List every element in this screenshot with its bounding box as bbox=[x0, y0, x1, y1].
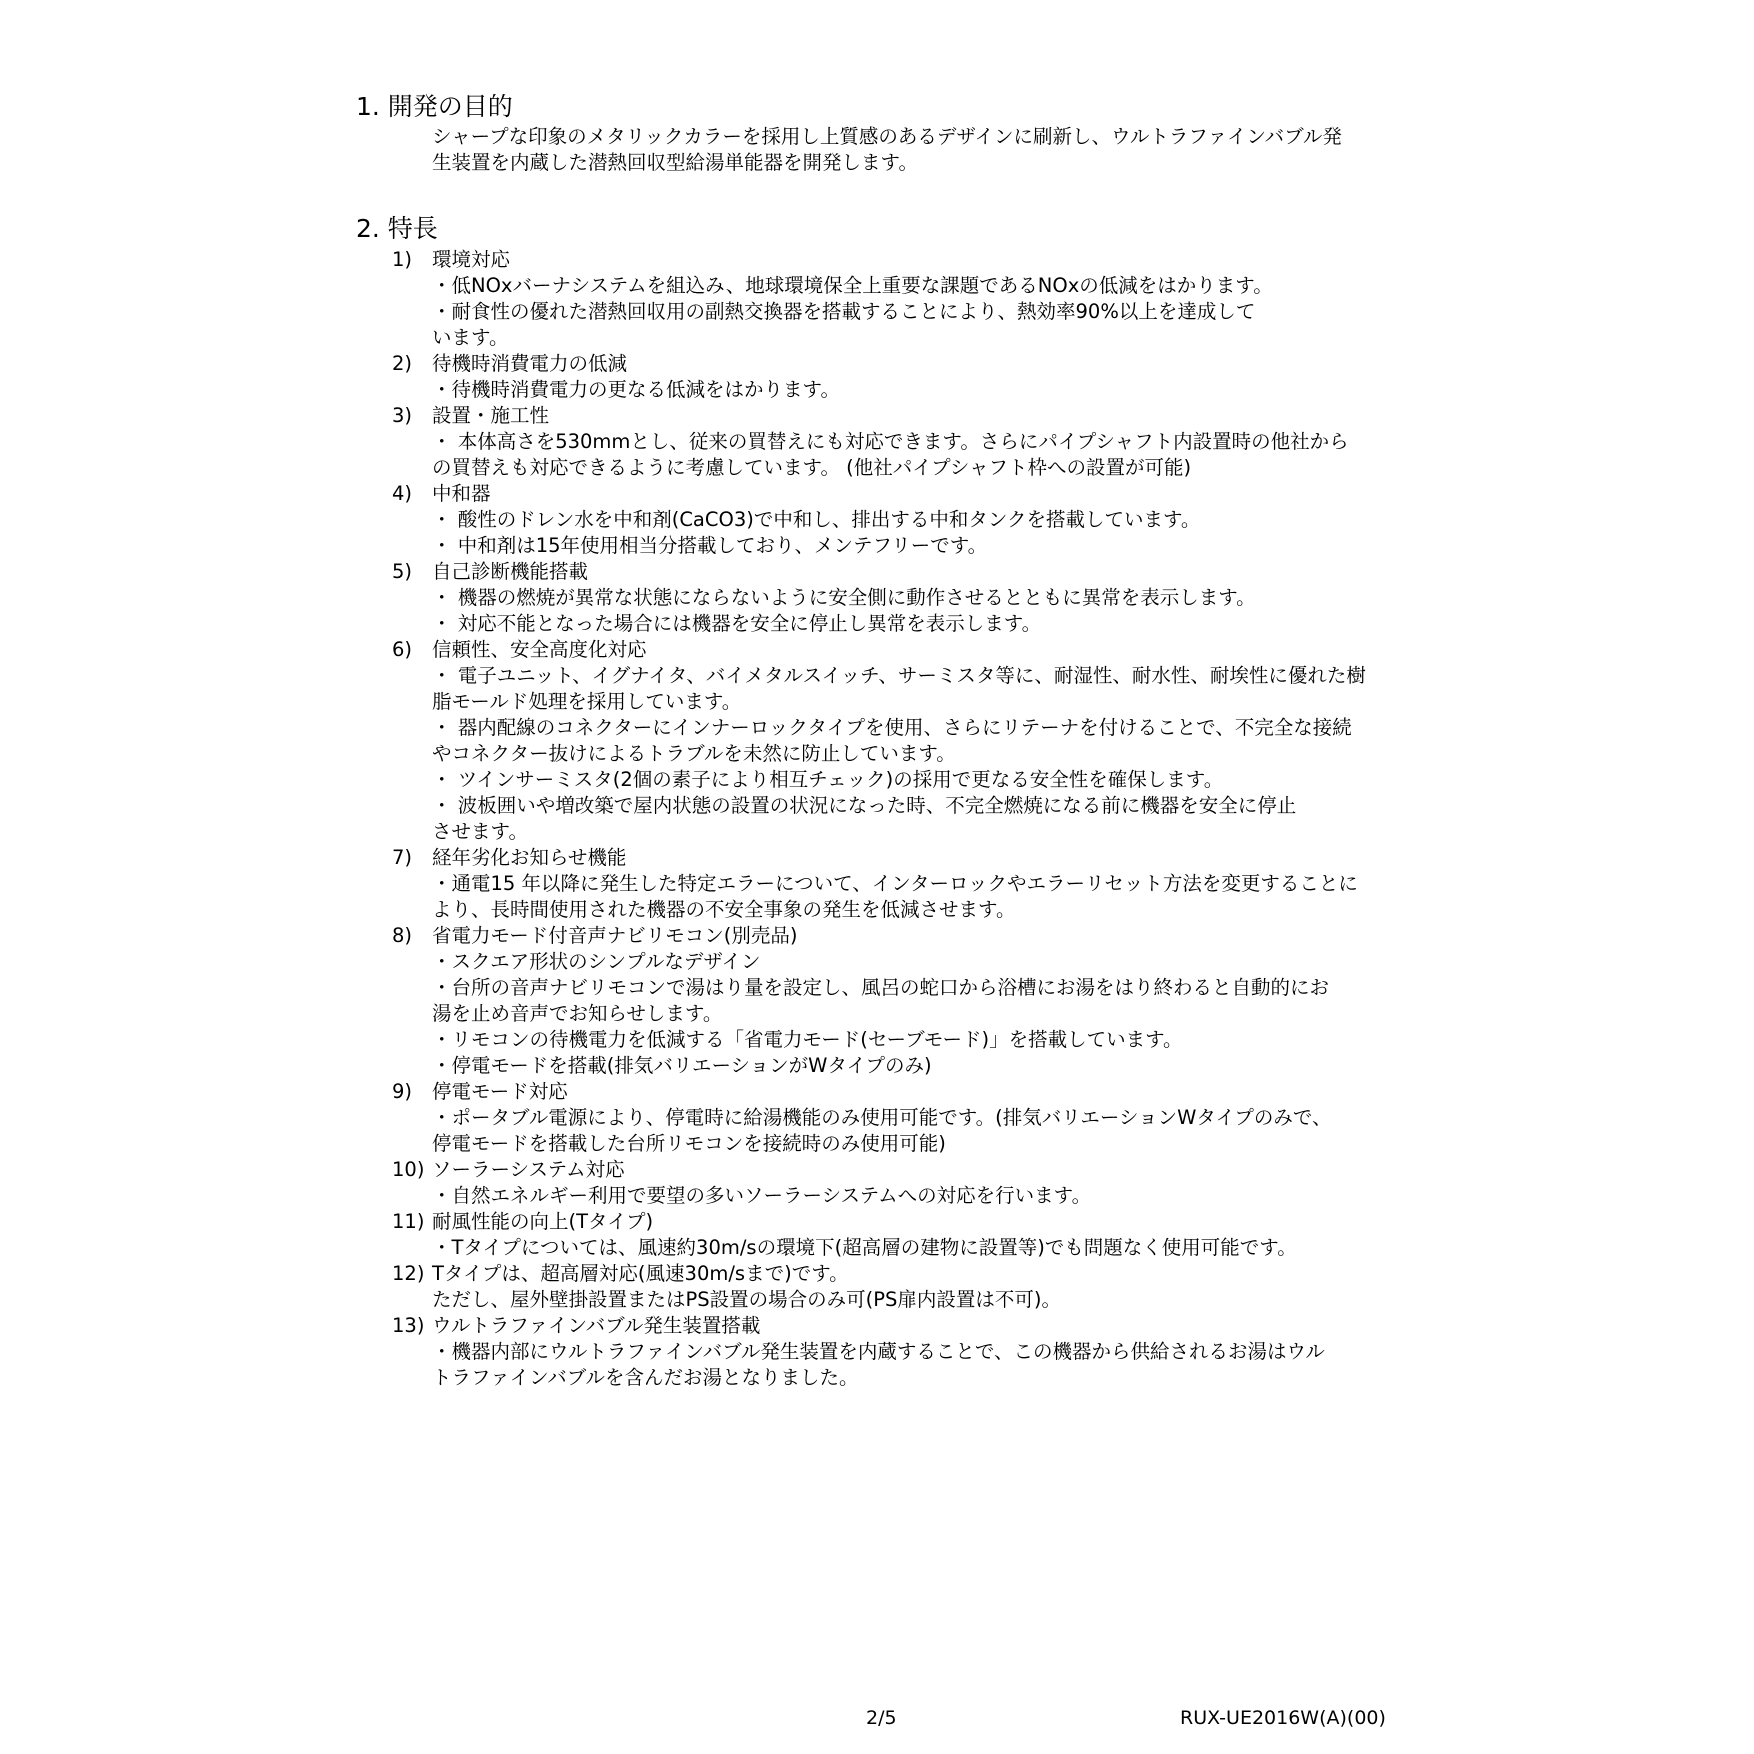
item-line: ・ 機器の燃焼が異常な状態にならないように安全側に動作させるとともに異常を表示します。 bbox=[432, 586, 1256, 609]
section-1-line: 生装置を内蔵した潜熱回収型給湯単能器を開発します。 bbox=[432, 151, 918, 174]
item-number: 11) bbox=[392, 1210, 425, 1233]
section-1-heading: 1. 開発の目的 bbox=[356, 92, 513, 121]
item-line: います。 bbox=[432, 326, 509, 349]
item-line: ・ 中和剤は15年使用相当分搭載しており、メンテフリーです。 bbox=[432, 534, 988, 557]
item-line: の買替えも対応できるように考慮しています。 (他社パイプシャフト枠への設置が可能) bbox=[432, 456, 1192, 479]
item-number: 3) bbox=[392, 404, 413, 427]
item-title: 省電力モード付音声ナビリモコン(別売品) bbox=[432, 924, 798, 947]
item-line: ・スクエア形状のシンプルなデザイン bbox=[432, 950, 761, 973]
item-title: ウルトラファインバブル発生装置搭載 bbox=[432, 1314, 761, 1337]
item-line: ・ 電子ユニット、イグナイタ、バイメタルスイッチ、サーミスタ等に、耐湿性、耐水性、耐埃性に優れた樹 bbox=[432, 664, 1366, 687]
item-title: 停電モード対応 bbox=[432, 1080, 568, 1103]
item-title: 経年劣化お知らせ機能 bbox=[432, 846, 627, 869]
item-line: ・耐食性の優れた潜熱回収用の副熱交換器を搭載することにより、熱効率90%以上を達成して bbox=[432, 300, 1256, 323]
item-line: ただし、屋外壁掛設置またはPS設置の場合のみ可(PS扉内設置は不可)。 bbox=[432, 1288, 1061, 1311]
item-title: 待機時消費電力の低減 bbox=[432, 352, 628, 375]
item-title: 設置・施工性 bbox=[432, 404, 550, 427]
item-line: 脂モールド処理を採用しています。 bbox=[432, 690, 742, 713]
item-number: 9) bbox=[392, 1080, 413, 1103]
item-title: ソーラーシステム対応 bbox=[432, 1158, 625, 1181]
item-number: 5) bbox=[392, 560, 413, 583]
section-2-heading: 2. 特長 bbox=[356, 214, 438, 243]
item-title: 耐風性能の向上(Tタイプ) bbox=[432, 1210, 654, 1233]
item-title: Tタイプは、超高層対応(風速30m/sまで)です。 bbox=[432, 1262, 849, 1285]
item-line: ・リモコンの待機電力を低減する「省電力モード(セーブモード)」を搭載しています。 bbox=[432, 1028, 1183, 1051]
item-line: ・ 本体高さを530mmとし、従来の買替えにも対応できます。さらにパイプシャフト内設置時の他社から bbox=[432, 430, 1349, 453]
item-line: ・機器内部にウルトラファインバブル発生装置を内蔵することで、この機器から供給されるお湯はウル bbox=[432, 1340, 1325, 1363]
section-1-line: シャープな印象のメタリックカラーを採用し上質感のあるデザインに刷新し、ウルトラファインバブル発 bbox=[432, 125, 1342, 148]
item-title: 環境対応 bbox=[432, 248, 511, 271]
item-line: ・ 器内配線のコネクターにインナーロックタイプを使用、さらにリテーナを付けることで、不完全な接続 bbox=[432, 716, 1352, 739]
item-line: やコネクター抜けによるトラブルを未然に防止しています。 bbox=[432, 742, 956, 765]
item-number: 13) bbox=[392, 1314, 425, 1337]
item-line: させます。 bbox=[432, 820, 528, 843]
item-number: 7) bbox=[392, 846, 413, 869]
item-line: ・ 波板囲いや増改築で屋内状態の設置の状況になった時、不完全燃焼になる前に機器を安全に停止 bbox=[432, 794, 1297, 817]
item-line: ・ ツインサーミスタ(2個の素子により相互チェック)の採用で更なる安全性を確保します。 bbox=[432, 768, 1224, 791]
item-line: ・停電モードを搭載(排気バリエーションがWタイプのみ) bbox=[432, 1054, 932, 1077]
item-number: 10) bbox=[392, 1158, 425, 1181]
item-line: ・低NOxバーナシステムを組込み、地球環境保全上重要な課題であるNOxの低減をはかります。 bbox=[432, 274, 1273, 297]
document-id: RUX-UE2016W(A)(00) bbox=[1180, 1707, 1386, 1729]
item-line: 湯を止め音声でお知らせします。 bbox=[432, 1002, 723, 1025]
item-line: ・自然エネルギー利用で要望の多いソーラーシステムへの対応を行います。 bbox=[432, 1184, 1092, 1207]
item-line: トラファインバブルを含んだお湯となりました。 bbox=[432, 1366, 859, 1389]
item-number: 12) bbox=[392, 1262, 425, 1285]
item-line: ・ 対応不能となった場合には機器を安全に停止し異常を表示します。 bbox=[432, 612, 1042, 635]
item-title: 自己診断機能搭載 bbox=[432, 560, 589, 583]
item-line: より、長時間使用された機器の不安全事象の発生を低減させます。 bbox=[432, 898, 1016, 921]
item-title: 中和器 bbox=[432, 482, 491, 505]
item-line: 停電モードを搭載した台所リモコンを接続時のみ使用可能) bbox=[432, 1132, 946, 1155]
item-line: ・ 酸性のドレン水を中和剤(CaCO3)で中和し、排出する中和タンクを搭載しています。 bbox=[432, 508, 1201, 531]
item-line: ・Tタイプについては、風速約30m/sの環境下(超高層の建物に設置等)でも問題なく使用可能です。 bbox=[432, 1236, 1297, 1259]
item-number: 4) bbox=[392, 482, 413, 505]
item-number: 1) bbox=[392, 248, 413, 271]
item-line: ・台所の音声ナビリモコンで湯はり量を設定し、風呂の蛇口から浴槽にお湯をはり終わると自動的にお bbox=[432, 976, 1330, 999]
item-line: ・待機時消費電力の更なる低減をはかります。 bbox=[432, 378, 840, 401]
item-number: 2) bbox=[392, 352, 413, 375]
item-number: 6) bbox=[392, 638, 413, 661]
item-number: 8) bbox=[392, 924, 413, 947]
item-title: 信頼性、安全高度化対応 bbox=[432, 638, 647, 661]
item-line: ・通電15 年以降に発生した特定エラーについて、インターロックやエラーリセット方法を変更することに bbox=[432, 872, 1358, 895]
item-line: ・ポータブル電源により、停電時に給湯機能のみ使用可能です。(排気バリエーションWタイプのみで、 bbox=[432, 1106, 1332, 1129]
page-number: 2/5 bbox=[866, 1707, 897, 1729]
